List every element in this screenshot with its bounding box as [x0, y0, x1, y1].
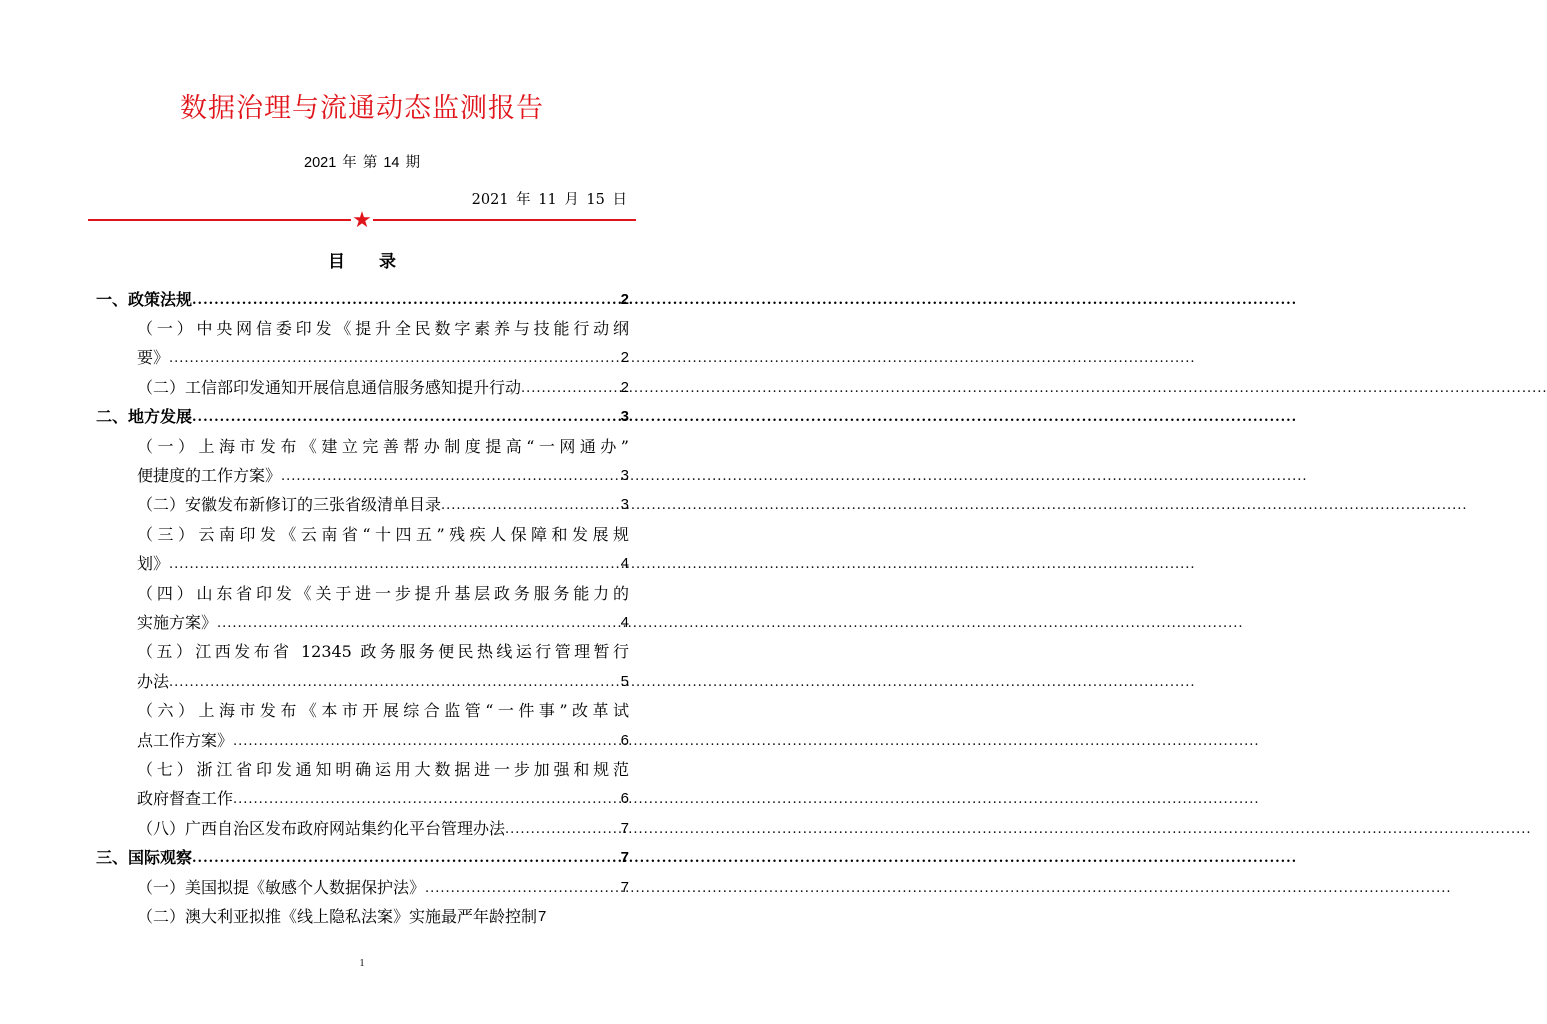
toc-item-title: 实施方案》 — [137, 613, 218, 632]
toc-item-title: （一）美国拟提《敏感个人数据保护法》 — [137, 878, 426, 897]
toc-item-continuation[interactable] — [96, 721, 629, 751]
toc-section-title: 国际观察 — [128, 848, 193, 867]
toc-item-title: （六）上海市发布《本市开展综合监管“一件事”改革试 — [137, 701, 629, 720]
toc-section-local[interactable] — [96, 397, 629, 427]
toc-page-number: 6 — [620, 790, 629, 807]
toc-section-number: 三、 — [96, 848, 129, 867]
toc-section-international[interactable] — [96, 838, 629, 868]
dot-leader — [217, 616, 620, 633]
toc-item-title: （三）云南印发《云南省“十四五”残疾人保障和发展规 — [137, 525, 629, 544]
toc-item-continuation[interactable] — [96, 603, 629, 633]
toc-heading: 目 录 — [328, 252, 410, 272]
dot-leader — [281, 469, 620, 486]
toc-page-number: 6 — [620, 732, 629, 749]
toc-item[interactable] — [96, 897, 629, 927]
toc-page-number: 4 — [620, 555, 629, 572]
page-number: 1 — [359, 958, 365, 969]
toc-item-title: （一）上海市发布《建立完善帮办制度提高“一网通办” — [137, 437, 629, 456]
toc-item-title: 点工作方案》 — [137, 731, 234, 750]
toc-page-number: 3 — [620, 496, 629, 513]
toc-item[interactable] — [96, 574, 629, 604]
toc-item[interactable] — [96, 809, 629, 839]
red-star-icon: ★ — [352, 208, 372, 233]
toc-item-title: （四）山东省印发《关于进一步提升基层政务服务能力的 — [137, 584, 629, 603]
toc-item[interactable] — [96, 485, 629, 515]
publish-date: 2021 年 11 月 15 日 — [471, 192, 627, 208]
toc-section-title: 政策法规 — [128, 290, 193, 309]
issue-number: 2021 年 第 14 期 — [304, 155, 420, 171]
toc-page-number: 2 — [620, 379, 629, 396]
toc-section-number: 一、 — [96, 290, 129, 309]
dot-leader — [192, 851, 620, 868]
toc-page-number: 7 — [538, 908, 547, 925]
toc-item-title: （二）澳大利亚拟推《线上隐私法案》实施最严年龄控制 — [137, 907, 538, 926]
toc-item-title: 划》 — [137, 554, 170, 573]
dot-leader — [192, 293, 620, 310]
toc-item-title: 政府督查工作 — [137, 789, 234, 808]
dot-leader — [169, 675, 620, 692]
header-rule-right — [373, 219, 636, 221]
toc-item-title: （一）中央网信委印发《提升全民数字素养与技能行动纲 — [137, 319, 629, 338]
toc-item-title: （二）安徽发布新修订的三张省级清单目录 — [137, 495, 442, 514]
dot-leader — [169, 351, 620, 368]
toc-section-title: 地方发展 — [128, 407, 193, 426]
toc-item[interactable] — [96, 368, 629, 398]
toc-item-title: 办法 — [137, 672, 170, 691]
toc-item-continuation[interactable] — [96, 338, 629, 368]
toc-page-number: 4 — [620, 614, 629, 631]
toc-item-title: （五）江西发布省 12345 政务服务便民热线运行管理暂行 — [137, 642, 629, 661]
toc-item[interactable] — [96, 750, 629, 780]
toc-page-number: 2 — [620, 349, 629, 366]
toc-page-number: 2 — [620, 291, 629, 308]
toc-item[interactable] — [96, 868, 629, 898]
toc-page-number: 3 — [620, 408, 629, 425]
toc-item-title: （七）浙江省印发通知明确运用大数据进一步加强和规范 — [137, 760, 629, 779]
dot-leader — [192, 410, 620, 427]
dot-leader — [521, 381, 620, 398]
toc-item-continuation[interactable] — [96, 662, 629, 692]
toc-item-title: （二）工信部印发通知开展信息通信服务感知提升行动 — [137, 378, 522, 397]
dot-leader — [233, 792, 620, 809]
toc-page-number: 3 — [620, 467, 629, 484]
toc-item[interactable] — [96, 691, 629, 721]
toc-item-title: （八）广西自治区发布政府网站集约化平台管理办法 — [137, 819, 506, 838]
header-rule-left — [88, 219, 351, 221]
toc-item[interactable] — [96, 515, 629, 545]
toc-item-title: 要》 — [137, 348, 170, 367]
toc-page-number: 7 — [620, 849, 629, 866]
toc-item[interactable] — [96, 309, 629, 339]
toc-item-continuation[interactable] — [96, 779, 629, 809]
report-title: 数据治理与流通动态监测报告 — [180, 93, 544, 124]
toc-item[interactable] — [96, 632, 629, 662]
toc-item-title: 便捷度的工作方案》 — [137, 466, 282, 485]
toc-section-number: 二、 — [96, 407, 129, 426]
dot-leader — [233, 734, 620, 751]
dot-leader — [169, 557, 620, 574]
toc-item-continuation[interactable] — [96, 544, 629, 574]
dot-leader — [441, 498, 620, 515]
toc-item-continuation[interactable] — [96, 456, 629, 486]
toc-page-number: 5 — [620, 673, 629, 690]
toc-section-policy[interactable] — [96, 280, 629, 310]
dot-leader — [505, 822, 620, 839]
toc-page-number: 7 — [620, 820, 629, 837]
toc-item[interactable] — [96, 427, 629, 457]
dot-leader — [425, 881, 620, 898]
toc-page-number: 7 — [620, 879, 629, 896]
